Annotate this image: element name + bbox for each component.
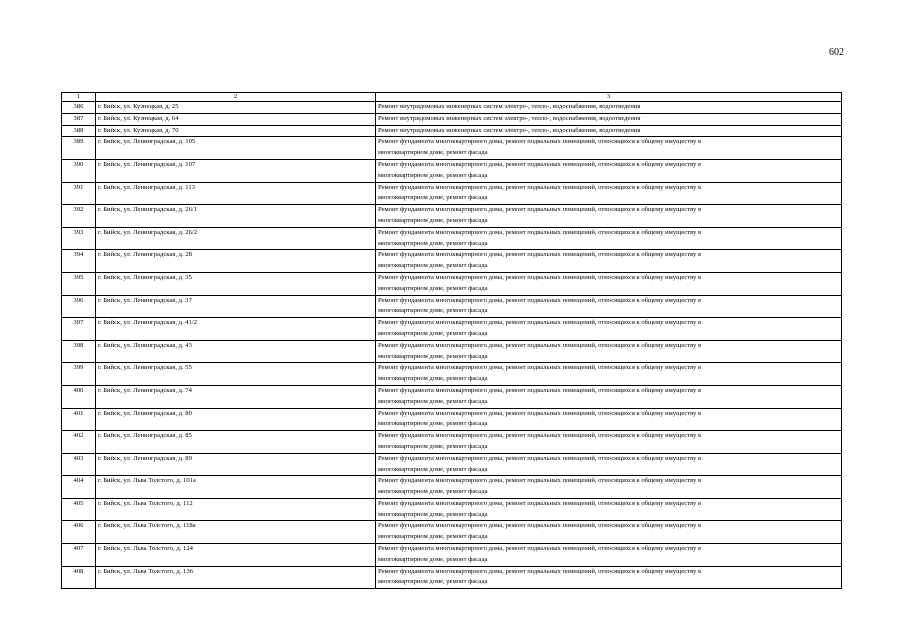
- row-number: 394: [62, 250, 96, 273]
- work-line: Ремонт фундамента многоквартирного дома, ремонт подвальных помещений, относящихся к общему имуществу в: [378, 251, 702, 259]
- work-line: Ремонт фундамента многоквартирного дома, ремонт подвальных помещений, относящихся к общему имуществу в: [378, 432, 702, 440]
- row-address: г. Бийск, ул. Ленинградская, д. 113: [96, 182, 376, 205]
- table-row: [62, 272, 842, 295]
- work-line: Ремонт фундамента многоквартирного дома, ремонт подвальных помещений, относящихся к общему имуществу в: [378, 364, 702, 372]
- row-address: г. Бийск, ул. Ленинградская, д. 26/2: [96, 227, 376, 250]
- row-address: г. Бийск, ул. Ленинградская, д. 80: [96, 408, 376, 431]
- row-number: 407: [62, 544, 96, 567]
- work-line: Ремонт фундамента многоквартирного дома, ремонт подвальных помещений, относящихся к общему имуществу в: [378, 409, 702, 417]
- row-address: г. Бийск, ул. Ленинградская, д. 85: [96, 431, 376, 454]
- row-address: г. Бийск, ул. Ленинградская, д. 26/1: [96, 205, 376, 228]
- table-header-row: [62, 93, 842, 102]
- row-number: 398: [62, 340, 96, 363]
- work-line: многоквартирном доме, ремонт фасада: [378, 216, 488, 224]
- row-number: 396: [62, 295, 96, 318]
- row-number: 393: [62, 227, 96, 250]
- row-number: 391: [62, 182, 96, 205]
- row-number: 401: [62, 408, 96, 431]
- row-number: 390: [62, 159, 96, 182]
- work-line: многоквартирном доме, ремонт фасада: [378, 284, 488, 292]
- row-number: 408: [62, 566, 96, 589]
- work-line: многоквартирном доме, ремонт фасада: [378, 239, 488, 247]
- table-row: [62, 544, 842, 567]
- row-work-description: [376, 521, 842, 544]
- row-work-description: [376, 295, 842, 318]
- row-number: 405: [62, 498, 96, 521]
- column-header-3: 3: [376, 93, 842, 102]
- work-line: многоквартирном доме, ремонт фасада: [378, 307, 488, 315]
- row-work-description: [376, 544, 842, 567]
- work-line: многоквартирном доме, ремонт фасада: [378, 329, 488, 337]
- work-line: Ремонт фундамента многоквартирного дома, ремонт подвальных помещений, относящихся к общему имуществу в: [378, 522, 702, 530]
- work-line: многоквартирном доме, ремонт фасада: [378, 578, 488, 586]
- work-line: Ремонт фундамента многоквартирного дома, ремонт подвальных помещений, относящихся к общему имуществу в: [378, 296, 702, 304]
- row-work-description: [376, 385, 842, 408]
- table-row: [62, 205, 842, 228]
- work-line: многоквартирном доме, ремонт фасада: [378, 352, 488, 360]
- table-row: [62, 182, 842, 205]
- row-work-description: [376, 498, 842, 521]
- row-address: г. Бийск, ул. Ленинградская, д. 37: [96, 295, 376, 318]
- row-number: 400: [62, 385, 96, 408]
- row-address: г. Бийск, ул. Льва Толстого, д. 124: [96, 544, 376, 567]
- work-line: многоквартирном доме, ремонт фасада: [378, 555, 488, 563]
- row-address: г. Бийск, ул. Льва Толстого, д. 112: [96, 498, 376, 521]
- table-row: [62, 113, 842, 125]
- row-work-description: [376, 476, 842, 499]
- row-address: г. Бийск, ул. Ленинградская, д. 107: [96, 159, 376, 182]
- row-work-description: [376, 227, 842, 250]
- row-address: г. Бийск, ул. Кузнецкая, д. 25: [96, 102, 376, 114]
- table-row: [62, 137, 842, 160]
- row-number: 404: [62, 476, 96, 499]
- row-address: г. Бийск, ул. Ленинградская, д. 74: [96, 385, 376, 408]
- row-address: г. Бийск, ул. Ленинградская, д. 28: [96, 250, 376, 273]
- row-work-description: [376, 182, 842, 205]
- work-line: многоквартирном доме, ремонт фасада: [378, 375, 488, 383]
- work-line: многоквартирном доме, ремонт фасада: [378, 442, 488, 450]
- row-work-description: [376, 125, 842, 137]
- table-row: [62, 431, 842, 454]
- work-line: многоквартирном доме, ремонт фасада: [378, 465, 488, 473]
- work-line: многоквартирном доме, ремонт фасада: [378, 533, 488, 541]
- row-address: г. Бийск, ул. Ленинградская, д. 55: [96, 363, 376, 386]
- work-line: Ремонт внутридомовых инженерных систем электро-, тепло-, водоснабжения, водоотведения: [378, 126, 641, 134]
- row-work-description: [376, 137, 842, 160]
- work-line: Ремонт фундамента многоквартирного дома, ремонт подвальных помещений, относящихся к общему имуществу в: [378, 228, 702, 236]
- row-address: г. Бийск, ул. Льва Толстого, д. 118а: [96, 521, 376, 544]
- table-row: [62, 498, 842, 521]
- table-row: [62, 318, 842, 341]
- table-row: [62, 385, 842, 408]
- table-row: [62, 102, 842, 114]
- row-number: 392: [62, 205, 96, 228]
- table-row: [62, 295, 842, 318]
- work-line: многоквартирном доме, ремонт фасада: [378, 171, 488, 179]
- row-address: г. Бийск, ул. Кузнецкая, д. 70: [96, 125, 376, 137]
- work-line: Ремонт фундамента многоквартирного дома, ремонт подвальных помещений, относящихся к общему имуществу в: [378, 341, 702, 349]
- page-number: 602: [829, 47, 844, 58]
- work-line: Ремонт фундамента многоквартирного дома, ремонт подвальных помещений, относящихся к общему имуществу в: [378, 138, 702, 146]
- row-address: г. Бийск, ул. Ленинградская, д. 89: [96, 453, 376, 476]
- table-body: [62, 93, 842, 589]
- row-work-description: [376, 272, 842, 295]
- row-number: 406: [62, 521, 96, 544]
- table-row: [62, 566, 842, 589]
- row-number: 386: [62, 102, 96, 114]
- column-header-1: 1: [62, 93, 96, 102]
- row-work-description: [376, 566, 842, 589]
- row-work-description: [376, 318, 842, 341]
- table-row: [62, 125, 842, 137]
- table-row: [62, 408, 842, 431]
- work-line: Ремонт фундамента многоквартирного дома, ремонт подвальных помещений, относящихся к общему имуществу в: [378, 477, 702, 485]
- row-number: 388: [62, 125, 96, 137]
- row-work-description: [376, 250, 842, 273]
- row-work-description: [376, 102, 842, 114]
- row-number: 389: [62, 137, 96, 160]
- row-work-description: [376, 431, 842, 454]
- row-address: г. Бийск, ул. Ленинградская, д. 41/2: [96, 318, 376, 341]
- work-line: многоквартирном доме, ремонт фасада: [378, 149, 488, 157]
- work-line: многоквартирном доме, ремонт фасада: [378, 397, 488, 405]
- work-line: многоквартирном доме, ремонт фасада: [378, 262, 488, 270]
- row-address: г. Бийск, ул. Ленинградская, д. 35: [96, 272, 376, 295]
- row-address: г. Бийск, ул. Ленинградская, д. 105: [96, 137, 376, 160]
- work-line: многоквартирном доме, ремонт фасада: [378, 510, 488, 518]
- table-row: [62, 340, 842, 363]
- work-line: многоквартирном доме, ремонт фасада: [378, 194, 488, 202]
- row-work-description: [376, 340, 842, 363]
- work-line: Ремонт фундамента многоквартирного дома, ремонт подвальных помещений, относящихся к общему имуществу в: [378, 567, 702, 575]
- work-line: Ремонт фундамента многоквартирного дома, ремонт подвальных помещений, относящихся к общему имуществу в: [378, 499, 702, 507]
- work-line: Ремонт фундамента многоквартирного дома, ремонт подвальных помещений, относящихся к общему имуществу в: [378, 273, 702, 281]
- row-address: г. Бийск, ул. Льва Толстого, д. 136: [96, 566, 376, 589]
- work-line: Ремонт фундамента многоквартирного дома, ремонт подвальных помещений, относящихся к общему имуществу в: [378, 545, 702, 553]
- row-work-description: [376, 408, 842, 431]
- row-number: 395: [62, 272, 96, 295]
- table-row: [62, 159, 842, 182]
- row-number: 387: [62, 113, 96, 125]
- work-line: Ремонт фундамента многоквартирного дома, ремонт подвальных помещений, относящихся к общему имуществу в: [378, 183, 702, 191]
- work-line: Ремонт фундамента многоквартирного дома, ремонт подвальных помещений, относящихся к общему имуществу в: [378, 454, 702, 462]
- column-header-2: 2: [96, 93, 376, 102]
- table-row: [62, 453, 842, 476]
- row-work-description: [376, 453, 842, 476]
- row-address: г. Бийск, ул. Ленинградская, д. 43: [96, 340, 376, 363]
- work-line: многоквартирном доме, ремонт фасада: [378, 420, 488, 428]
- work-line: Ремонт внутридомовых инженерных систем электро-, тепло-, водоснабжения, водоотведения: [378, 103, 641, 110]
- row-number: 402: [62, 431, 96, 454]
- work-line: Ремонт фундамента многоквартирного дома, ремонт подвальных помещений, относящихся к общему имуществу в: [378, 206, 702, 214]
- work-line: Ремонт фундамента многоквартирного дома, ремонт подвальных помещений, относящихся к общему имуществу в: [378, 319, 702, 327]
- row-number: 397: [62, 318, 96, 341]
- row-number: 403: [62, 453, 96, 476]
- table-row: [62, 476, 842, 499]
- table-row: [62, 227, 842, 250]
- table-row: [62, 363, 842, 386]
- work-line: многоквартирном доме, ремонт фасада: [378, 488, 488, 496]
- table-row: [62, 521, 842, 544]
- row-address: г. Бийск, ул. Кузнецкая, д. 64: [96, 113, 376, 125]
- row-address: г. Бийск, ул. Льва Толстого, д. 101а: [96, 476, 376, 499]
- row-work-description: [376, 363, 842, 386]
- repair-table: [61, 92, 842, 589]
- work-line: Ремонт фундамента многоквартирного дома, ремонт подвальных помещений, относящихся к общему имуществу в: [378, 160, 702, 168]
- row-work-description: [376, 159, 842, 182]
- row-number: 399: [62, 363, 96, 386]
- table-row: [62, 250, 842, 273]
- row-work-description: [376, 205, 842, 228]
- work-line: Ремонт внутридомовых инженерных систем электро-, тепло-, водоснабжения, водоотведения: [378, 114, 641, 122]
- work-line: Ремонт фундамента многоквартирного дома, ремонт подвальных помещений, относящихся к общему имуществу в: [378, 386, 702, 394]
- row-work-description: [376, 113, 842, 125]
